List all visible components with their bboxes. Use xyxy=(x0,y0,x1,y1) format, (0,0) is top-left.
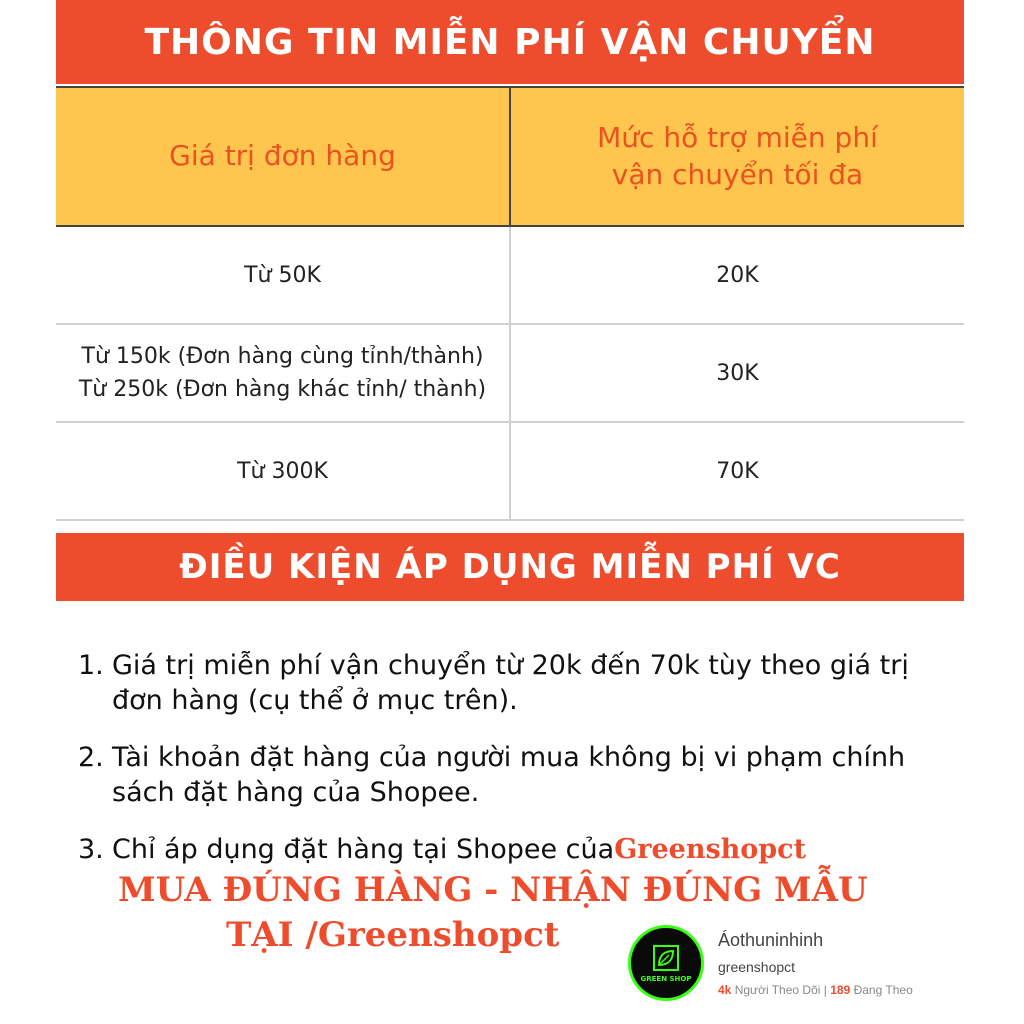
list-item xyxy=(78,832,958,867)
row-order-value-line1: Từ 150k (Đơn hàng cùng tỉnh/thành) xyxy=(81,344,484,369)
table-row xyxy=(56,324,964,422)
item-text xyxy=(112,832,958,867)
following-label: Đang Theo xyxy=(853,982,913,997)
row-order-value xyxy=(56,324,510,422)
row-order-value xyxy=(56,422,510,520)
item-number: 1. xyxy=(78,650,104,681)
avatar[interactable] xyxy=(628,925,704,1001)
leaf-logo-icon xyxy=(651,943,681,973)
table-header-row xyxy=(56,87,964,226)
shop-card[interactable] xyxy=(628,918,1018,1008)
list-item xyxy=(78,648,958,718)
followers-count: 4k xyxy=(718,982,732,997)
row-order-value-line2: Từ 250k (Đơn hàng khác tỉnh/ thành) xyxy=(78,377,487,402)
title-banner: THÔNG TIN MIỄN PHÍ VẬN CHUYỂN xyxy=(56,0,964,84)
item-number: 2. xyxy=(78,742,104,774)
header-order-value: Giá trị đơn hàng xyxy=(56,87,510,226)
shop-name[interactable]: Áothuninhinh xyxy=(718,929,824,950)
shop-stats xyxy=(718,983,913,997)
shipping-table xyxy=(56,86,964,521)
followers-label: Người Theo Dõi | xyxy=(734,982,827,997)
brand-name: Greenshopct xyxy=(614,834,807,866)
table-row xyxy=(56,422,964,520)
item-text-main: Chỉ áp dụng đặt hàng tại Shopee của xyxy=(112,834,615,866)
item-number: 3. xyxy=(78,834,104,866)
shop-handle: greenshopct xyxy=(718,958,796,975)
shop-info xyxy=(718,930,913,997)
row-order-value-line1: Từ 50K xyxy=(244,262,321,288)
table-row xyxy=(56,226,964,324)
row-support: 20K xyxy=(510,226,964,324)
row-order-value-line1: Từ 300K xyxy=(237,458,328,484)
header-max-support xyxy=(510,87,964,226)
row-support: 30K xyxy=(510,324,964,422)
promo-shop-link: TẠI /Greenshopct xyxy=(226,915,560,955)
conditions-list xyxy=(78,648,958,889)
item-text: Giá trị miễn phí vận chuyển từ 20k đến 70k tùy theo giá trị đơn hàng (cụ thể ở mục trên). xyxy=(112,650,909,717)
header-max-support-line2: vận chuyển tối đa xyxy=(611,157,864,191)
avatar-label: GREEN SHOP xyxy=(640,975,692,983)
header-max-support-line1: Mức hỗ trợ miễn phí xyxy=(597,121,878,155)
row-support: 70K xyxy=(510,422,964,520)
item-text: Tài khoản đặt hàng của người mua không bị vi phạm chính sách đặt hàng của Shopee. xyxy=(112,742,906,809)
list-item xyxy=(78,740,958,810)
row-order-value xyxy=(56,226,510,324)
following-count: 189 xyxy=(830,982,851,997)
conditions-banner: ĐIỀU KIỆN ÁP DỤNG MIỄN PHÍ VC xyxy=(56,533,964,601)
promo-slogan: MUA ĐÚNG HÀNG - NHẬN ĐÚNG MẪU xyxy=(118,870,868,910)
